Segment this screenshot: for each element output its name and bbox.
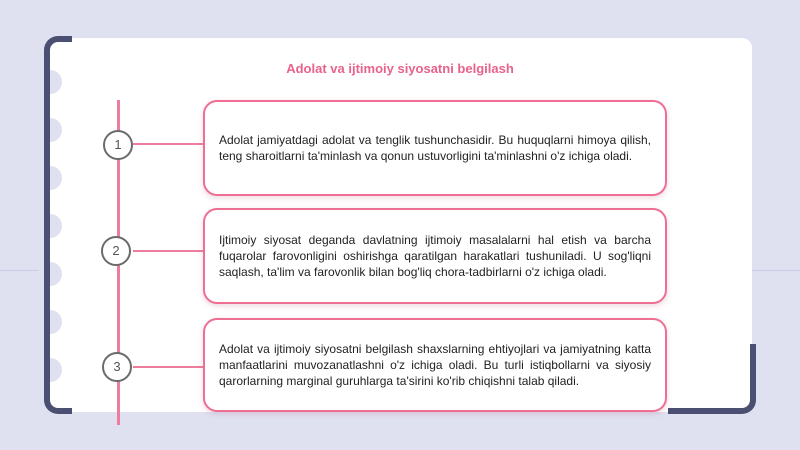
info-card-3 (203, 318, 667, 412)
info-card-text: Adolat jamiyatdagi adolat va tenglik tushunchasidir. Bu huquqlarni himoya qilish, teng sharoitlarni ta'minlash va qonun ustuvorligini ta'minlashni o'z ichiga oladi. (219, 133, 651, 163)
connector-line (133, 250, 203, 252)
info-card-text: Adolat va ijtimoiy siyosatni belgilash shaxslarning ehtiyojlari va jamiyatning katta manfaatlarini muvozanatlashni o'z ichiga oladi. Bu turli istiqbollarni va siyosiy qarorlarning marginal guruhlarga ta'sirini ko'rib chiqishni talab qiladi. (219, 342, 651, 388)
connector-line (133, 366, 203, 368)
info-card-2 (203, 208, 667, 304)
info-card-1 (203, 100, 667, 196)
step-number-3: 3 (102, 352, 132, 382)
step-number-2: 2 (101, 236, 131, 266)
corner-bracket-top-left (44, 36, 72, 414)
connector-line (133, 143, 203, 145)
step-number-1: 1 (103, 130, 133, 160)
info-card-text: Ijtimoiy siyosat deganda davlatning ijtimoiy masalalarni hal etish va barcha fuqarolar farovonligini oshirishga qaratilgan harakatlari tushuniladi. U sog'liqni saqlash, ta'lim va farovonlik bilan bog'liq chora-tadbirlarni o'z ichiga oladi. (219, 233, 651, 279)
corner-bracket-bottom-right (668, 344, 756, 414)
slide-title: Adolat va ijtimoiy siyosatni belgilash (286, 61, 514, 76)
